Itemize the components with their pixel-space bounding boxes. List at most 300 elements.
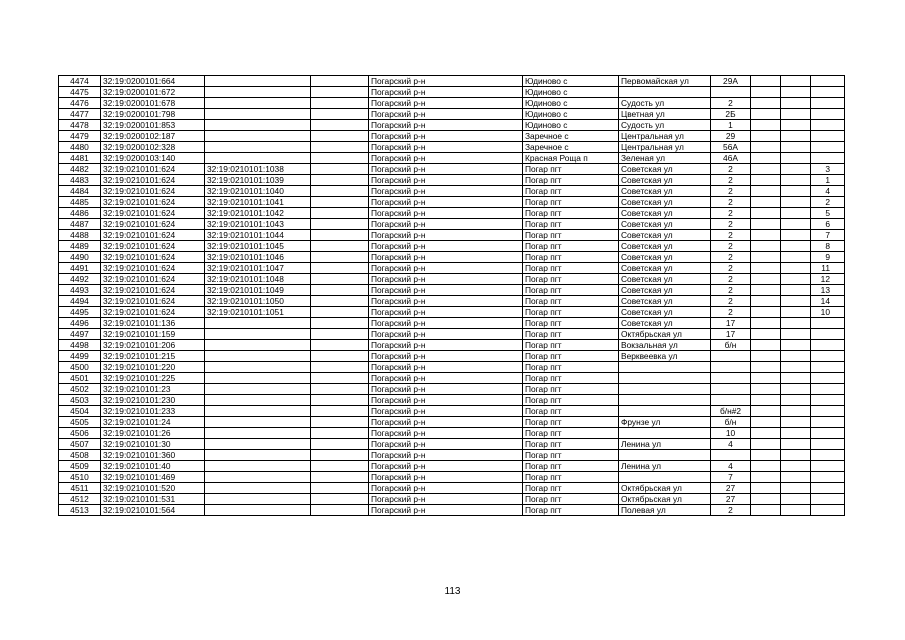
table-row <box>59 219 845 230</box>
cell-street <box>619 362 711 373</box>
cell-sub-cadastral-number: 32:19:0210101:1038 <box>205 164 311 175</box>
cell-house-number: 1 <box>711 120 751 131</box>
cell-sub-cadastral-number <box>205 450 311 461</box>
cell-district: Погарский р-н <box>369 461 523 472</box>
cell-district: Погарский р-н <box>369 351 523 362</box>
cell-blank-column-2 <box>751 109 781 120</box>
cell-blank-column <box>311 230 369 241</box>
cell-house-number <box>711 373 751 384</box>
cell-cadastral-number: 32:19:0210101:469 <box>101 472 205 483</box>
cell-blank-column-2 <box>751 494 781 505</box>
cell-district: Погарский р-н <box>369 230 523 241</box>
cell-street: Советская ул <box>619 274 711 285</box>
cell-apartment-number: 10 <box>811 307 845 318</box>
cell-cadastral-number: 32:19:0210101:624 <box>101 307 205 318</box>
cell-cadastral-number: 32:19:0210101:40 <box>101 461 205 472</box>
cell-locality: Погар пгт <box>523 219 619 230</box>
cell-record-number: 4479 <box>59 131 101 142</box>
table-row <box>59 483 845 494</box>
cell-blank-column <box>311 186 369 197</box>
cell-blank-column <box>311 461 369 472</box>
cell-apartment-number: 9 <box>811 252 845 263</box>
cell-locality: Погар пгт <box>523 417 619 428</box>
table-row <box>59 252 845 263</box>
cell-blank-column <box>311 120 369 131</box>
cell-house-number: 2 <box>711 505 751 516</box>
cell-cadastral-number: 32:19:0210101:230 <box>101 395 205 406</box>
cell-locality: Погар пгт <box>523 450 619 461</box>
cell-blank-column <box>311 406 369 417</box>
cell-sub-cadastral-number <box>205 505 311 516</box>
cell-blank-column-3 <box>781 120 811 131</box>
cell-district: Погарский р-н <box>369 318 523 329</box>
cell-house-number <box>711 87 751 98</box>
cell-blank-column <box>311 329 369 340</box>
cell-blank-column <box>311 274 369 285</box>
cell-blank-column-2 <box>751 340 781 351</box>
cell-district: Погарский р-н <box>369 252 523 263</box>
cell-street <box>619 472 711 483</box>
cell-street: Советская ул <box>619 208 711 219</box>
cell-sub-cadastral-number: 32:19:0210101:1041 <box>205 197 311 208</box>
cell-record-number: 4497 <box>59 329 101 340</box>
cell-house-number <box>711 395 751 406</box>
cell-record-number: 4480 <box>59 142 101 153</box>
cell-blank-column-3 <box>781 131 811 142</box>
cell-sub-cadastral-number: 32:19:0210101:1050 <box>205 296 311 307</box>
cell-house-number: 2 <box>711 186 751 197</box>
cell-apartment-number <box>811 76 845 87</box>
cell-blank-column <box>311 318 369 329</box>
cell-blank-column <box>311 175 369 186</box>
cell-blank-column-2 <box>751 252 781 263</box>
cell-blank-column-3 <box>781 494 811 505</box>
cell-blank-column-3 <box>781 362 811 373</box>
cell-cadastral-number: 32:19:0210101:624 <box>101 285 205 296</box>
cell-sub-cadastral-number: 32:19:0210101:1040 <box>205 186 311 197</box>
cell-house-number: 2 <box>711 98 751 109</box>
cell-blank-column-3 <box>781 472 811 483</box>
cell-house-number <box>711 384 751 395</box>
cell-street <box>619 373 711 384</box>
cell-blank-column <box>311 131 369 142</box>
cell-cadastral-number: 32:19:0210101:30 <box>101 439 205 450</box>
cell-locality: Красная Роща п <box>523 153 619 164</box>
cell-blank-column <box>311 439 369 450</box>
cell-blank-column-2 <box>751 307 781 318</box>
cell-locality: Погар пгт <box>523 494 619 505</box>
cell-blank-column-3 <box>781 329 811 340</box>
cell-blank-column-3 <box>781 219 811 230</box>
cell-blank-column-2 <box>751 483 781 494</box>
cell-district: Погарский р-н <box>369 494 523 505</box>
cell-cadastral-number: 32:19:0210101:26 <box>101 428 205 439</box>
cell-record-number: 4501 <box>59 373 101 384</box>
cell-blank-column-3 <box>781 197 811 208</box>
cell-locality: Юдиново с <box>523 120 619 131</box>
cell-blank-column <box>311 373 369 384</box>
cell-apartment-number <box>811 362 845 373</box>
table-row <box>59 186 845 197</box>
cell-cadastral-number: 32:19:0210101:624 <box>101 164 205 175</box>
cell-house-number: 2 <box>711 230 751 241</box>
cell-house-number: б/н#2 <box>711 406 751 417</box>
cell-sub-cadastral-number <box>205 428 311 439</box>
cell-locality: Погар пгт <box>523 472 619 483</box>
cell-sub-cadastral-number <box>205 439 311 450</box>
cell-street: Октябрьская ул <box>619 494 711 505</box>
cell-blank-column <box>311 285 369 296</box>
cell-sub-cadastral-number: 32:19:0210101:1049 <box>205 285 311 296</box>
cell-blank-column <box>311 296 369 307</box>
cell-blank-column-2 <box>751 186 781 197</box>
cell-apartment-number: 13 <box>811 285 845 296</box>
cell-apartment-number: 7 <box>811 230 845 241</box>
cell-blank-column-2 <box>751 87 781 98</box>
cell-record-number: 4496 <box>59 318 101 329</box>
cell-cadastral-number: 32:19:0200101:664 <box>101 76 205 87</box>
cell-sub-cadastral-number <box>205 318 311 329</box>
cell-blank-column-2 <box>751 175 781 186</box>
cell-blank-column-2 <box>751 142 781 153</box>
cell-blank-column-2 <box>751 461 781 472</box>
cell-street: Советская ул <box>619 241 711 252</box>
cell-street: Октябрьская ул <box>619 483 711 494</box>
cell-locality: Погар пгт <box>523 406 619 417</box>
cell-district: Погарский р-н <box>369 307 523 318</box>
cell-record-number: 4507 <box>59 439 101 450</box>
cell-blank-column-2 <box>751 285 781 296</box>
cell-blank-column-3 <box>781 483 811 494</box>
cell-cadastral-number: 32:19:0200101:853 <box>101 120 205 131</box>
cell-house-number: 56А <box>711 142 751 153</box>
cell-record-number: 4491 <box>59 263 101 274</box>
table-row <box>59 285 845 296</box>
cell-blank-column-2 <box>751 472 781 483</box>
cell-locality: Погар пгт <box>523 362 619 373</box>
table-row <box>59 175 845 186</box>
cell-record-number: 4503 <box>59 395 101 406</box>
cell-cadastral-number: 32:19:0210101:624 <box>101 197 205 208</box>
cell-house-number: 2 <box>711 241 751 252</box>
table-row <box>59 296 845 307</box>
cell-record-number: 4508 <box>59 450 101 461</box>
cell-blank-column-3 <box>781 428 811 439</box>
cell-blank-column-3 <box>781 307 811 318</box>
cell-street: Советская ул <box>619 307 711 318</box>
cell-apartment-number: 4 <box>811 186 845 197</box>
cell-blank-column-3 <box>781 76 811 87</box>
cell-locality: Погар пгт <box>523 428 619 439</box>
cell-sub-cadastral-number <box>205 131 311 142</box>
cell-record-number: 4482 <box>59 164 101 175</box>
table-row <box>59 274 845 285</box>
cell-blank-column-2 <box>751 384 781 395</box>
cell-sub-cadastral-number: 32:19:0210101:1042 <box>205 208 311 219</box>
cell-locality: Юдиново с <box>523 87 619 98</box>
cell-cadastral-number: 32:19:0210101:624 <box>101 274 205 285</box>
cell-apartment-number <box>811 142 845 153</box>
cell-blank-column-2 <box>751 329 781 340</box>
cell-street: Советская ул <box>619 219 711 230</box>
cell-district: Погарский р-н <box>369 186 523 197</box>
cell-district: Погарский р-н <box>369 142 523 153</box>
cell-house-number: 29А <box>711 76 751 87</box>
cell-locality: Погар пгт <box>523 351 619 362</box>
table-row <box>59 494 845 505</box>
cell-blank-column <box>311 340 369 351</box>
cell-district: Погарский р-н <box>369 120 523 131</box>
cell-record-number: 4477 <box>59 109 101 120</box>
cell-locality: Погар пгт <box>523 285 619 296</box>
cell-apartment-number <box>811 340 845 351</box>
cell-blank-column <box>311 252 369 263</box>
cell-blank-column <box>311 494 369 505</box>
cell-street <box>619 395 711 406</box>
cell-sub-cadastral-number <box>205 362 311 373</box>
cell-house-number: 4 <box>711 439 751 450</box>
cell-cadastral-number: 32:19:0210101:24 <box>101 417 205 428</box>
cell-blank-column <box>311 164 369 175</box>
cell-sub-cadastral-number <box>205 406 311 417</box>
cell-street: Советская ул <box>619 285 711 296</box>
cell-district: Погарский р-н <box>369 340 523 351</box>
cell-street: Ленина ул <box>619 461 711 472</box>
cell-cadastral-number: 32:19:0200101:798 <box>101 109 205 120</box>
cell-blank-column-2 <box>751 219 781 230</box>
cell-blank-column-2 <box>751 208 781 219</box>
cell-district: Погарский р-н <box>369 329 523 340</box>
table-row <box>59 450 845 461</box>
cell-blank-column-3 <box>781 98 811 109</box>
table-row <box>59 131 845 142</box>
cell-locality: Погар пгт <box>523 230 619 241</box>
cell-sub-cadastral-number <box>205 461 311 472</box>
cell-street: Центральная ул <box>619 131 711 142</box>
cell-blank-column-2 <box>751 296 781 307</box>
cell-blank-column <box>311 483 369 494</box>
cell-apartment-number <box>811 406 845 417</box>
cell-house-number <box>711 450 751 461</box>
cell-blank-column <box>311 384 369 395</box>
cell-sub-cadastral-number: 32:19:0210101:1043 <box>205 219 311 230</box>
table-row <box>59 395 845 406</box>
cell-cadastral-number: 32:19:0200102:328 <box>101 142 205 153</box>
cell-record-number: 4506 <box>59 428 101 439</box>
cell-record-number: 4498 <box>59 340 101 351</box>
cell-blank-column-3 <box>781 461 811 472</box>
cell-blank-column-2 <box>751 131 781 142</box>
cell-district: Погарский р-н <box>369 505 523 516</box>
cell-sub-cadastral-number <box>205 109 311 120</box>
cell-street: Вокзальная ул <box>619 340 711 351</box>
cell-apartment-number: 11 <box>811 263 845 274</box>
cell-street: Советская ул <box>619 175 711 186</box>
cell-street: Фрунзе ул <box>619 417 711 428</box>
cell-house-number: 4 <box>711 461 751 472</box>
cell-blank-column-2 <box>751 153 781 164</box>
table-row <box>59 373 845 384</box>
cell-blank-column-2 <box>751 450 781 461</box>
cell-sub-cadastral-number <box>205 472 311 483</box>
cell-blank-column <box>311 351 369 362</box>
cell-blank-column-3 <box>781 351 811 362</box>
cell-cadastral-number: 32:19:0210101:23 <box>101 384 205 395</box>
table-row <box>59 472 845 483</box>
table-row <box>59 461 845 472</box>
cell-street: Советская ул <box>619 186 711 197</box>
cell-house-number <box>711 362 751 373</box>
cell-apartment-number <box>811 131 845 142</box>
cell-blank-column-2 <box>751 197 781 208</box>
cell-sub-cadastral-number: 32:19:0210101:1051 <box>205 307 311 318</box>
cell-house-number: 2 <box>711 164 751 175</box>
cell-record-number: 4513 <box>59 505 101 516</box>
cell-apartment-number <box>811 483 845 494</box>
cell-locality: Погар пгт <box>523 461 619 472</box>
cell-street: Октябрьская ул <box>619 329 711 340</box>
cell-blank-column-3 <box>781 186 811 197</box>
table-row <box>59 120 845 131</box>
cell-sub-cadastral-number: 32:19:0210101:1039 <box>205 175 311 186</box>
cell-apartment-number: 14 <box>811 296 845 307</box>
cell-apartment-number: 3 <box>811 164 845 175</box>
cell-record-number: 4489 <box>59 241 101 252</box>
cell-cadastral-number: 32:19:0210101:624 <box>101 296 205 307</box>
cell-blank-column <box>311 395 369 406</box>
cell-apartment-number: 12 <box>811 274 845 285</box>
cell-street: Центральная ул <box>619 142 711 153</box>
cell-record-number: 4493 <box>59 285 101 296</box>
cell-apartment-number <box>811 373 845 384</box>
cell-cadastral-number: 32:19:0210101:624 <box>101 252 205 263</box>
cell-blank-column <box>311 362 369 373</box>
table-row <box>59 164 845 175</box>
cell-blank-column-3 <box>781 505 811 516</box>
cell-house-number: 17 <box>711 329 751 340</box>
cell-district: Погарский р-н <box>369 362 523 373</box>
table-row <box>59 406 845 417</box>
cell-apartment-number <box>811 417 845 428</box>
cell-sub-cadastral-number <box>205 142 311 153</box>
cell-blank-column <box>311 428 369 439</box>
cell-blank-column <box>311 307 369 318</box>
cell-record-number: 4502 <box>59 384 101 395</box>
cell-apartment-number <box>811 450 845 461</box>
cell-locality: Погар пгт <box>523 197 619 208</box>
table-row <box>59 340 845 351</box>
cell-blank-column-2 <box>751 351 781 362</box>
cell-district: Погарский р-н <box>369 428 523 439</box>
cell-sub-cadastral-number: 32:19:0210101:1045 <box>205 241 311 252</box>
cell-district: Погарский р-н <box>369 131 523 142</box>
cell-locality: Погар пгт <box>523 307 619 318</box>
table-row <box>59 318 845 329</box>
cell-street: Зеленая ул <box>619 153 711 164</box>
cell-apartment-number <box>811 329 845 340</box>
cell-blank-column <box>311 417 369 428</box>
cell-record-number: 4492 <box>59 274 101 285</box>
cell-blank-column-3 <box>781 263 811 274</box>
cell-blank-column-3 <box>781 109 811 120</box>
cell-record-number: 4475 <box>59 87 101 98</box>
cell-street: Цветная ул <box>619 109 711 120</box>
cell-blank-column-2 <box>751 505 781 516</box>
cell-house-number: 17 <box>711 318 751 329</box>
cell-record-number: 4485 <box>59 197 101 208</box>
cell-cadastral-number: 32:19:0210101:215 <box>101 351 205 362</box>
cell-blank-column <box>311 208 369 219</box>
cell-house-number <box>711 351 751 362</box>
cell-apartment-number <box>811 461 845 472</box>
cell-district: Погарский р-н <box>369 285 523 296</box>
cell-blank-column-3 <box>781 318 811 329</box>
cell-record-number: 4487 <box>59 219 101 230</box>
cell-blank-column-3 <box>781 417 811 428</box>
cell-apartment-number <box>811 87 845 98</box>
cell-sub-cadastral-number: 32:19:0210101:1046 <box>205 252 311 263</box>
cell-record-number: 4512 <box>59 494 101 505</box>
cell-district: Погарский р-н <box>369 384 523 395</box>
cell-record-number: 4486 <box>59 208 101 219</box>
cell-street <box>619 384 711 395</box>
cell-house-number: 10 <box>711 428 751 439</box>
cell-blank-column-3 <box>781 384 811 395</box>
cell-blank-column-2 <box>751 241 781 252</box>
cell-street: Советская ул <box>619 318 711 329</box>
cell-house-number: 27 <box>711 483 751 494</box>
cell-apartment-number <box>811 120 845 131</box>
cell-house-number: 2 <box>711 263 751 274</box>
table-row <box>59 428 845 439</box>
cell-locality: Юдиново с <box>523 76 619 87</box>
table-row <box>59 307 845 318</box>
cell-cadastral-number: 32:19:0210101:136 <box>101 318 205 329</box>
cell-district: Погарский р-н <box>369 296 523 307</box>
table-row <box>59 142 845 153</box>
cell-cadastral-number: 32:19:0210101:360 <box>101 450 205 461</box>
cell-apartment-number <box>811 384 845 395</box>
cell-house-number: 2 <box>711 274 751 285</box>
cell-blank-column <box>311 87 369 98</box>
cell-blank-column-2 <box>751 428 781 439</box>
cell-house-number: 2 <box>711 208 751 219</box>
table-row <box>59 87 845 98</box>
cell-record-number: 4495 <box>59 307 101 318</box>
cell-record-number: 4505 <box>59 417 101 428</box>
cell-blank-column-3 <box>781 142 811 153</box>
cell-locality: Погар пгт <box>523 241 619 252</box>
cell-house-number: 2 <box>711 175 751 186</box>
cell-blank-column-3 <box>781 252 811 263</box>
cell-street: Верквеевка ул <box>619 351 711 362</box>
cell-locality: Погар пгт <box>523 395 619 406</box>
table-row <box>59 241 845 252</box>
cell-house-number: 7 <box>711 472 751 483</box>
cell-sub-cadastral-number <box>205 120 311 131</box>
cell-locality: Юдиново с <box>523 109 619 120</box>
cell-blank-column-3 <box>781 439 811 450</box>
cell-locality: Погар пгт <box>523 208 619 219</box>
cell-house-number: б/н <box>711 340 751 351</box>
table-row <box>59 439 845 450</box>
cell-apartment-number <box>811 505 845 516</box>
cell-locality: Погар пгт <box>523 340 619 351</box>
table-row <box>59 230 845 241</box>
cell-blank-column <box>311 219 369 230</box>
cell-cadastral-number: 32:19:0210101:624 <box>101 208 205 219</box>
cell-district: Погарский р-н <box>369 208 523 219</box>
